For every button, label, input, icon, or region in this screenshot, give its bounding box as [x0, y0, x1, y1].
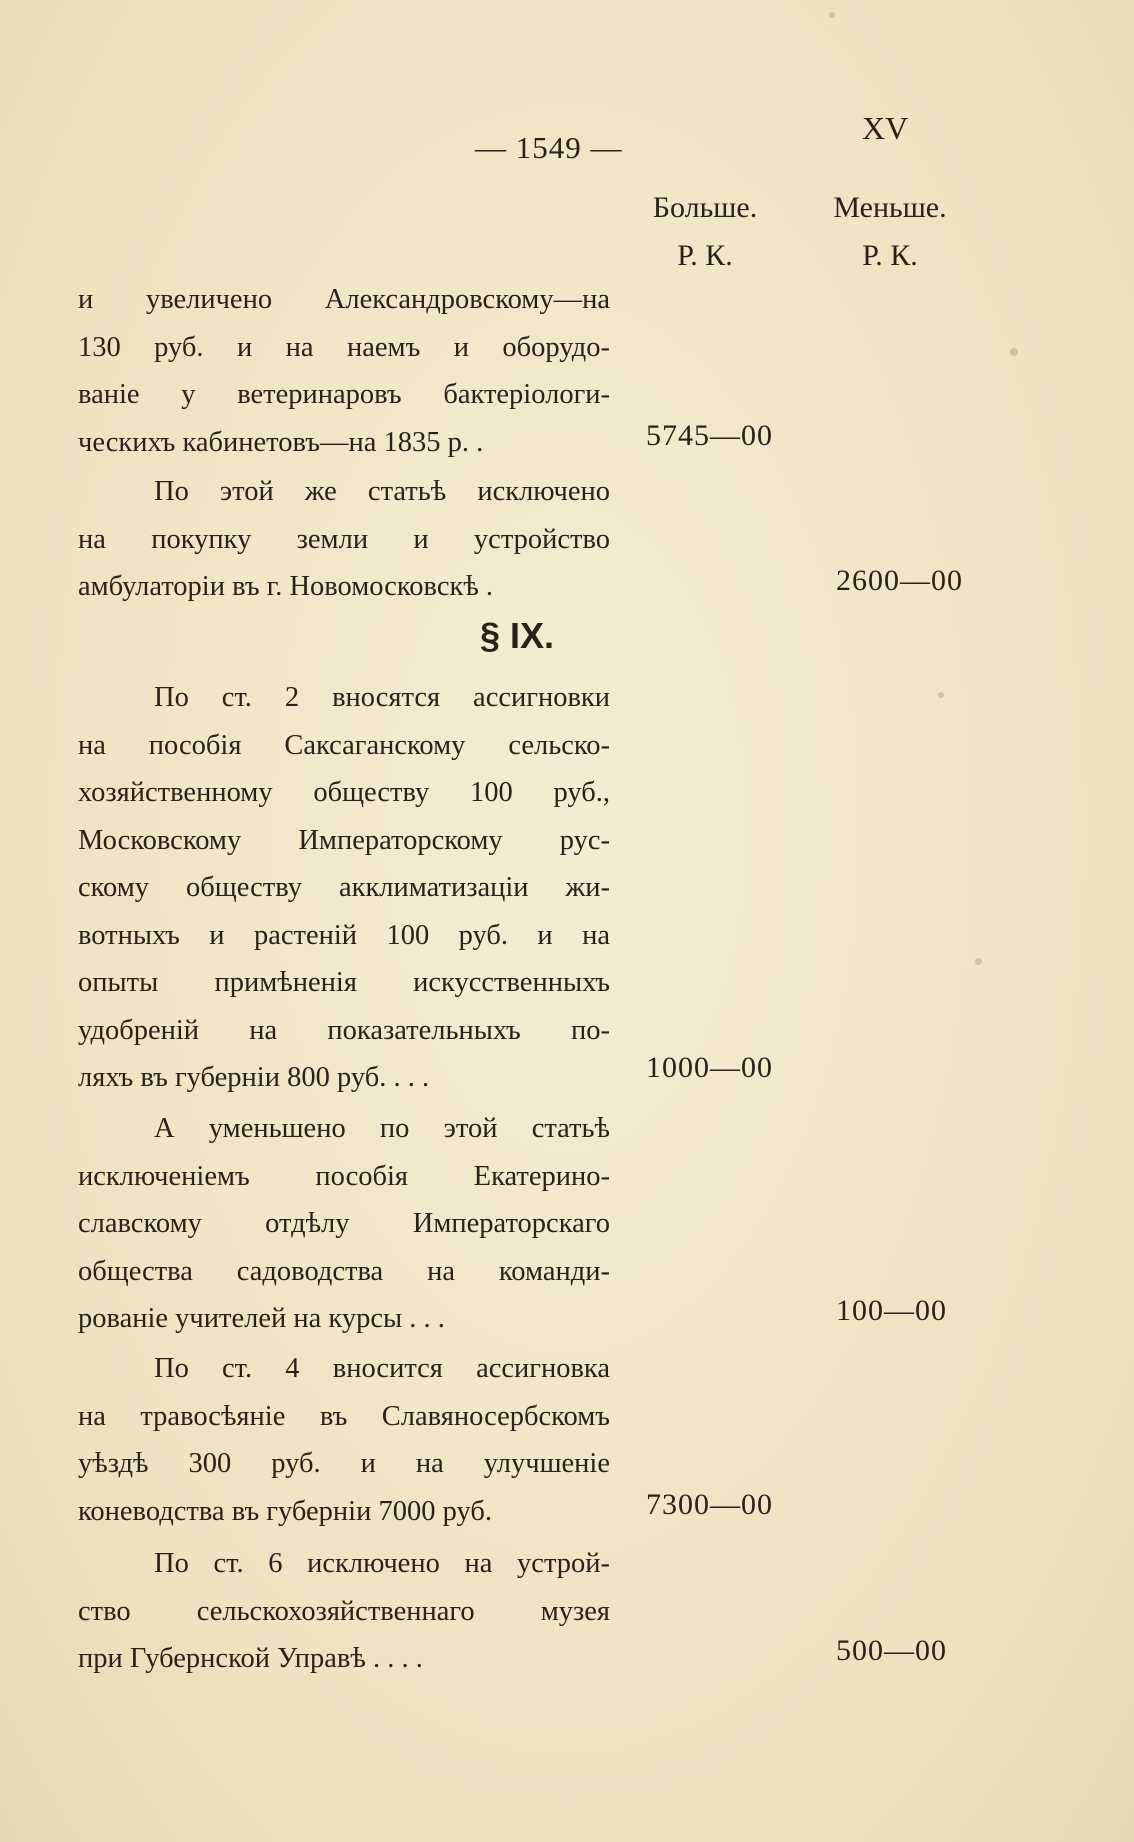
amount-less: 500—00 — [836, 1634, 947, 1667]
paragraph-4 — [78, 1105, 610, 1343]
amount-more: 7300—00 — [646, 1488, 773, 1521]
column-more-units: Р. К. — [677, 239, 733, 272]
paragraph-line: По ст. 6 исключено на устрой- — [154, 1548, 610, 1579]
paragraph-line: По этой же статьѣ исключено — [154, 476, 610, 507]
paragraph-line: и увеличено Александровскому—на — [78, 284, 610, 315]
signature-mark: XV — [862, 110, 909, 146]
paragraph-line: на покупку земли и устройство — [78, 523, 610, 555]
paragraph-6 — [78, 1540, 610, 1683]
paragraph-line: коневодства въ губерніи 7000 руб. — [78, 1495, 492, 1527]
bleed-through-texture — [620, 180, 1050, 1700]
paper-spot — [938, 692, 944, 698]
paragraph-line: 130 руб. и на наемъ и оборудо- — [78, 331, 610, 363]
paragraph-line: ляхъ въ губерніи 800 руб. . . . — [78, 1062, 430, 1093]
paragraph-line: на травосѣяніе въ Славяносербскомъ — [78, 1400, 610, 1432]
column-header-less — [815, 184, 965, 280]
paragraph-line: скому обществу акклиматизаціи жи- — [78, 872, 610, 903]
amount-more: 1000—00 — [646, 1051, 773, 1084]
paragraph-line: По ст. 4 вносится ассигновка — [154, 1353, 610, 1384]
paper-spot — [829, 12, 835, 18]
paragraph-2 — [78, 468, 610, 611]
paragraph-line: удобреній на показательныхъ по- — [78, 1014, 610, 1046]
section-title: § IX. — [480, 615, 555, 656]
paragraph-line: славскому отдѣлу Императорскаго — [78, 1208, 610, 1239]
page-number: — 1549 — — [475, 130, 623, 165]
paragraph-line: вотныхъ и растеній 100 руб. и на — [78, 919, 610, 951]
paragraph-line: уѣздѣ 300 руб. и на улучшеніе — [78, 1448, 610, 1479]
paragraph-line: общества садоводства на команди- — [78, 1255, 610, 1287]
paragraph-line: Московскому Императорскому рус- — [78, 824, 610, 856]
paper-spot — [1010, 348, 1018, 356]
paragraph-line: По ст. 2 вносятся ассигновки — [154, 682, 610, 713]
paragraph-line: на пособія Саксаганскому сельско- — [78, 729, 610, 761]
paragraph-5 — [78, 1345, 610, 1535]
paragraph-3 — [78, 674, 610, 1102]
paragraph-line: А уменьшено по этой статьѣ — [154, 1113, 610, 1144]
column-more-label: Больше. — [652, 191, 758, 224]
paragraph-line: ваніе у ветеринаровъ бактеріологи- — [78, 379, 610, 410]
paragraph-line: амбулаторіи въ г. Новомосковскѣ . — [78, 571, 494, 602]
paragraph-line: исключеніемъ пособія Екатерино- — [78, 1160, 610, 1192]
paragraph-line: при Губернской Управѣ . . . . — [78, 1643, 423, 1674]
paragraph-line: ство сельскохозяйственнаго музея — [78, 1595, 610, 1627]
paper-spot — [975, 958, 982, 965]
column-less-label: Меньше. — [833, 191, 947, 224]
column-less-units: Р. К. — [862, 239, 918, 272]
paragraph-line: ческихъ кабинетовъ—на 1835 р. . — [78, 426, 484, 458]
amount-more: 5745—00 — [646, 419, 773, 452]
amount-less: 100—00 — [836, 1294, 947, 1327]
paragraph-1 — [78, 276, 610, 466]
paragraph-line: опыты примѣненія искусственныхъ — [78, 967, 610, 998]
paragraph-line: хозяйственному обществу 100 руб., — [78, 777, 610, 808]
amount-less: 2600—00 — [836, 564, 963, 597]
paragraph-line: рованіе учителей на курсы . . . — [78, 1303, 445, 1334]
column-header-more — [630, 184, 780, 280]
